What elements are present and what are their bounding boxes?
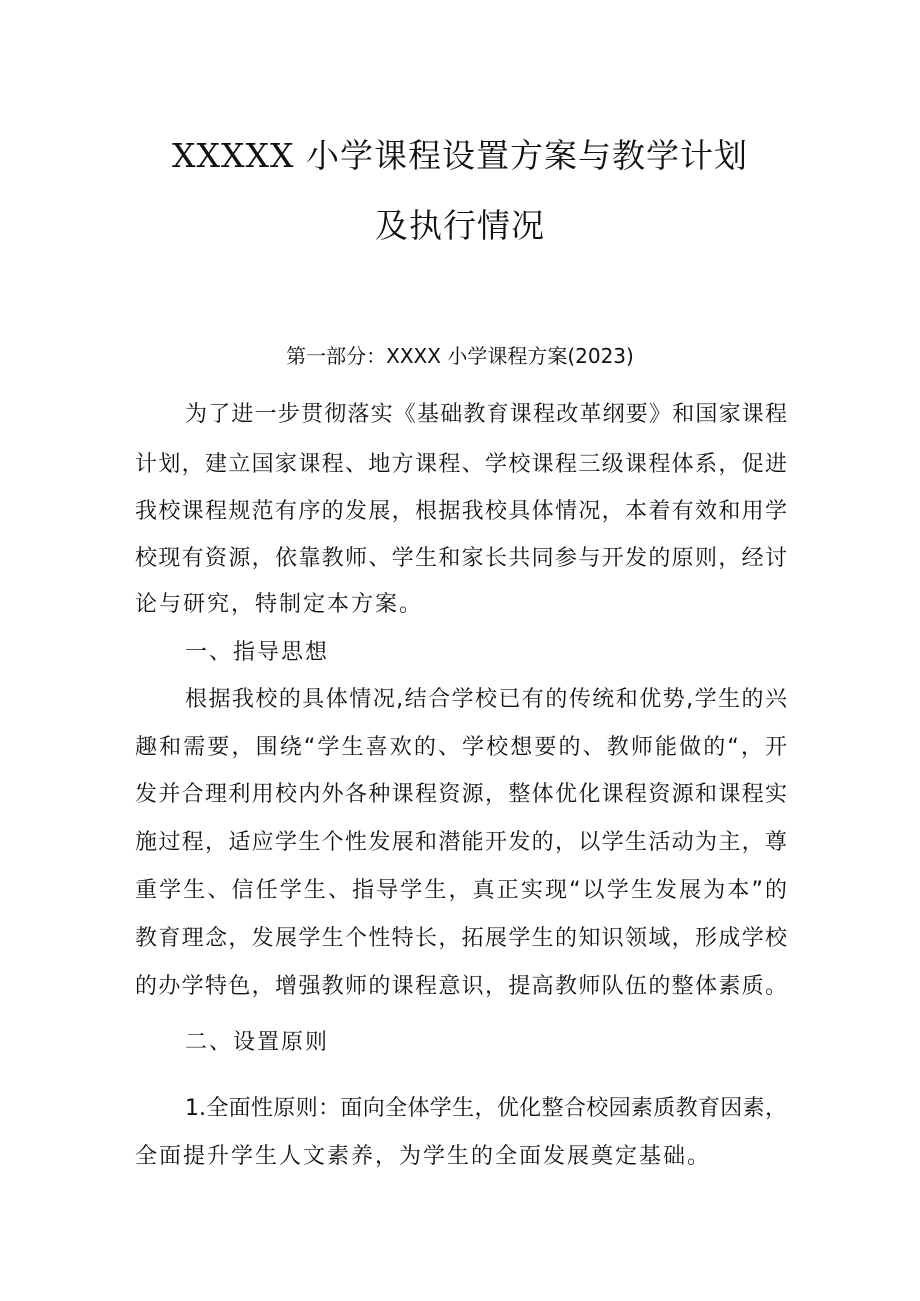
principle1-line-1: 1.全面性原则：面向全体学生，优化整合校园素质教育因素， [185,1096,787,1121]
intro-line-4: 校现有资源，依靠教师、学生和家长共同参与开发的原则，经讨 [135,546,787,571]
section1-line-7: 的办学特色，增强教师的课程意识，提高教师队伍的整体素质。 [135,974,787,999]
document-title-line-2: 及执行情况 [375,206,545,245]
section1-line-1: 根据我校的具体情况,结合学校已有的传统和优势,学生的兴 [185,687,787,712]
intro-line-2: 计划，建立国家课程、地方课程、学校课程三级课程体系，促进 [135,452,787,477]
intro-line-3: 我校课程规范有序的发展，根据我校具体情况，本着有效和用学 [135,499,787,524]
section1-line-2: 趣和需要，围绕“学生喜欢的、学校想要的、教师能做的“，开 [135,735,787,760]
section1-line-3: 发并合理利用校内外各种课程资源，整体优化课程资源和课程实 [135,782,787,807]
intro-line-1: 为了进一步贯彻落实《基础教育课程改革纲要》和国家课程 [185,402,787,427]
document-title-line-1: XXXXX 小学课程设置方案与教学计划 [172,136,748,175]
section1-line-4: 施过程，适应学生个性发展和潜能开发的，以学生活动为主，尊 [135,830,787,855]
section1-line-6: 教育理念，发展学生个性特长，拓展学生的知识领域，形成学校 [135,926,787,951]
section1-line-5: 重学生、信任学生、指导学生，真正实现“以学生发展为本”的 [135,878,787,903]
principle1-line-2: 全面提升学生人文素养，为学生的全面发展奠定基础。 [135,1144,712,1169]
intro-line-5: 论与研究，特制定本方案。 [135,592,424,617]
section2-heading: 二、设置原则 [185,1030,330,1055]
section1-heading: 一、指导思想 [185,640,330,665]
part-heading: 第一部分：XXXX 小学课程方案(2023) [286,344,634,368]
